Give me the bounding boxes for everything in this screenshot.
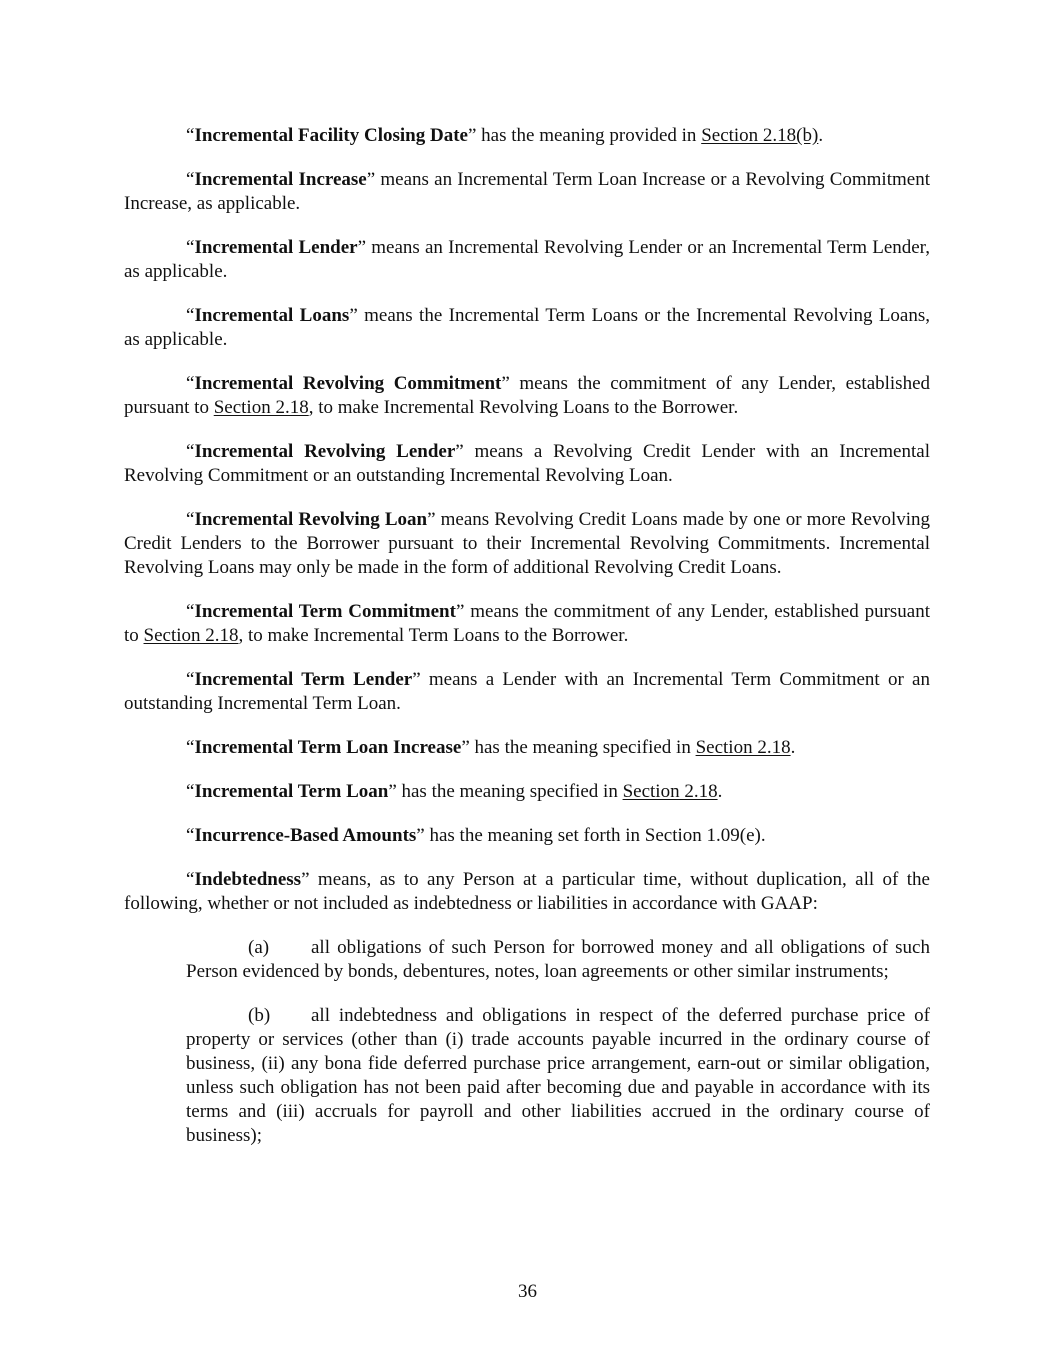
defined-term: Indebtedness [194,869,302,890]
defined-term: Incremental Term Loan [194,781,389,802]
quote-open: “ [186,825,195,846]
quote-open: “ [186,373,195,394]
definition-text-after: , to make Incremental Revolving Loans to the Borrower. [308,397,739,418]
definition-text: means a Lender with an Incremental Term Commitment or an outstanding Incremental Term Loan. [124,669,930,714]
quote-close: ” [412,669,421,690]
section-reference-link[interactable]: Section 2.18 [213,397,309,418]
quote-open: “ [186,737,195,758]
quote-close: ” [349,305,358,326]
quote-open: “ [186,781,195,802]
quote-close: ” [357,237,367,258]
list-item-text: all indebtedness and obligations in respect of the deferred purchase price of property or services (other than (i) trade accounts payable incurred in the ordinary course of business, (ii) any bona fide deferred purchase price arrangement, earn-out or similar obligation, unless such obligation has not been paid after becoming due and payable in accordance with its terms and (iii) accruals for payroll and other liabilities accrued in the ordinary course of business); [186,1005,930,1146]
definition-paragraph [124,736,930,760]
defined-term: Incremental Term Loan Increase [194,737,462,758]
list-item-text: all obligations of such Person for borrowed money and all obligations of such Person evidenced by bonds, debentures, notes, loan agreements or other similar instruments; [186,937,930,982]
section-reference-link[interactable]: Section 2.18 [695,737,791,758]
definition-text-after: . [717,781,723,802]
defined-term: Incremental Loans [194,305,350,326]
list-item-label: (a) [248,937,270,958]
definition-paragraph [124,168,930,216]
defined-term: Incremental Revolving Loan [194,509,428,530]
quote-close: ” [455,441,464,462]
definition-text-after: . [818,125,824,146]
quote-close: ” [301,869,310,890]
quote-close: ” [461,737,470,758]
quote-open: “ [186,169,195,190]
quote-open: “ [186,601,195,622]
definition-text: has the meaning set forth in Section 1.09(e). [424,825,766,846]
definition-text: means an Incremental Term Loan Increase or a Revolving Commitment Increase, as applicable. [124,169,930,214]
definition-text: means Revolving Credit Loans made by one or more Revolving Credit Lenders to the Borrower pursuant to their Incremental Revolving Commitments. Incremental Revolving Loans may only be made in the form of additional Revolving Credit Loans. [124,509,930,578]
definition-paragraph [124,600,930,648]
defined-term: Incremental Lender [194,237,358,258]
defined-term: Incremental Term Lender [194,669,413,690]
quote-close: ” [388,781,397,802]
definition-paragraph [124,236,930,284]
list-item-label: (b) [248,1005,271,1026]
page-number: 36 [518,1281,537,1302]
quote-close: ” [455,601,465,622]
defined-term: Incremental Term Commitment [194,601,456,622]
quote-open: “ [186,441,195,462]
quote-open: “ [186,509,195,530]
defined-term: Incremental Facility Closing Date [194,125,468,146]
definition-text-after: , to make Incremental Term Loans to the Borrower. [238,625,629,646]
definition-text: has the meaning specified in [396,781,623,802]
definition-text: means a Revolving Credit Lender with an Incremental Revolving Commitment or an outstanding Incremental Revolving Loan. [124,441,930,486]
section-reference-link[interactable]: Section 2.18 [622,781,718,802]
quote-open: “ [186,305,195,326]
definition-paragraph [124,668,930,716]
defined-term: Incurrence-Based Amounts [194,825,417,846]
quote-open: “ [186,237,195,258]
defined-term: Incremental Increase [194,169,367,190]
definition-paragraph [124,868,930,916]
quote-open: “ [186,125,195,146]
quote-close: ” [467,125,477,146]
section-reference-link[interactable]: Section 2.18 [143,625,239,646]
list-item [186,1004,930,1148]
definition-text: means, as to any Person at a particular time, without duplication, all of the following, whether or not included as indebtedness or liabilities in accordance with GAAP: [124,869,930,914]
list-item [186,936,930,984]
defined-term: Incremental Revolving Commitment [194,373,502,394]
definition-paragraph [124,124,930,148]
definition-text: has the meaning provided in [476,125,702,146]
definition-text: has the meaning specified in [469,737,696,758]
definition-text-after: . [790,737,796,758]
definition-text: means an Incremental Revolving Lender or an Incremental Term Lender, as applicable. [124,237,930,282]
definition-paragraph [124,508,930,580]
definition-text: means the Incremental Term Loans or the Incremental Revolving Loans, as applicable. [124,305,931,350]
definition-paragraph [124,304,930,352]
document-body [124,124,930,1168]
quote-close: ” [366,169,376,190]
quote-open: “ [186,869,195,890]
definition-paragraph [124,780,930,804]
quote-close: ” [416,825,425,846]
quote-open: “ [186,669,195,690]
section-reference-link[interactable]: Section 2.18(b) [701,125,819,146]
definition-paragraph [124,372,930,420]
definition-text: means the commitment of any Lender, established pursuant to [124,373,931,418]
defined-term: Incremental Revolving Lender [194,441,456,462]
quote-close: ” [427,509,436,530]
definition-paragraph [124,824,930,848]
quote-close: ” [501,373,510,394]
definition-text: means the commitment of any Lender, established pursuant to [124,601,930,646]
definition-paragraph [124,440,930,488]
